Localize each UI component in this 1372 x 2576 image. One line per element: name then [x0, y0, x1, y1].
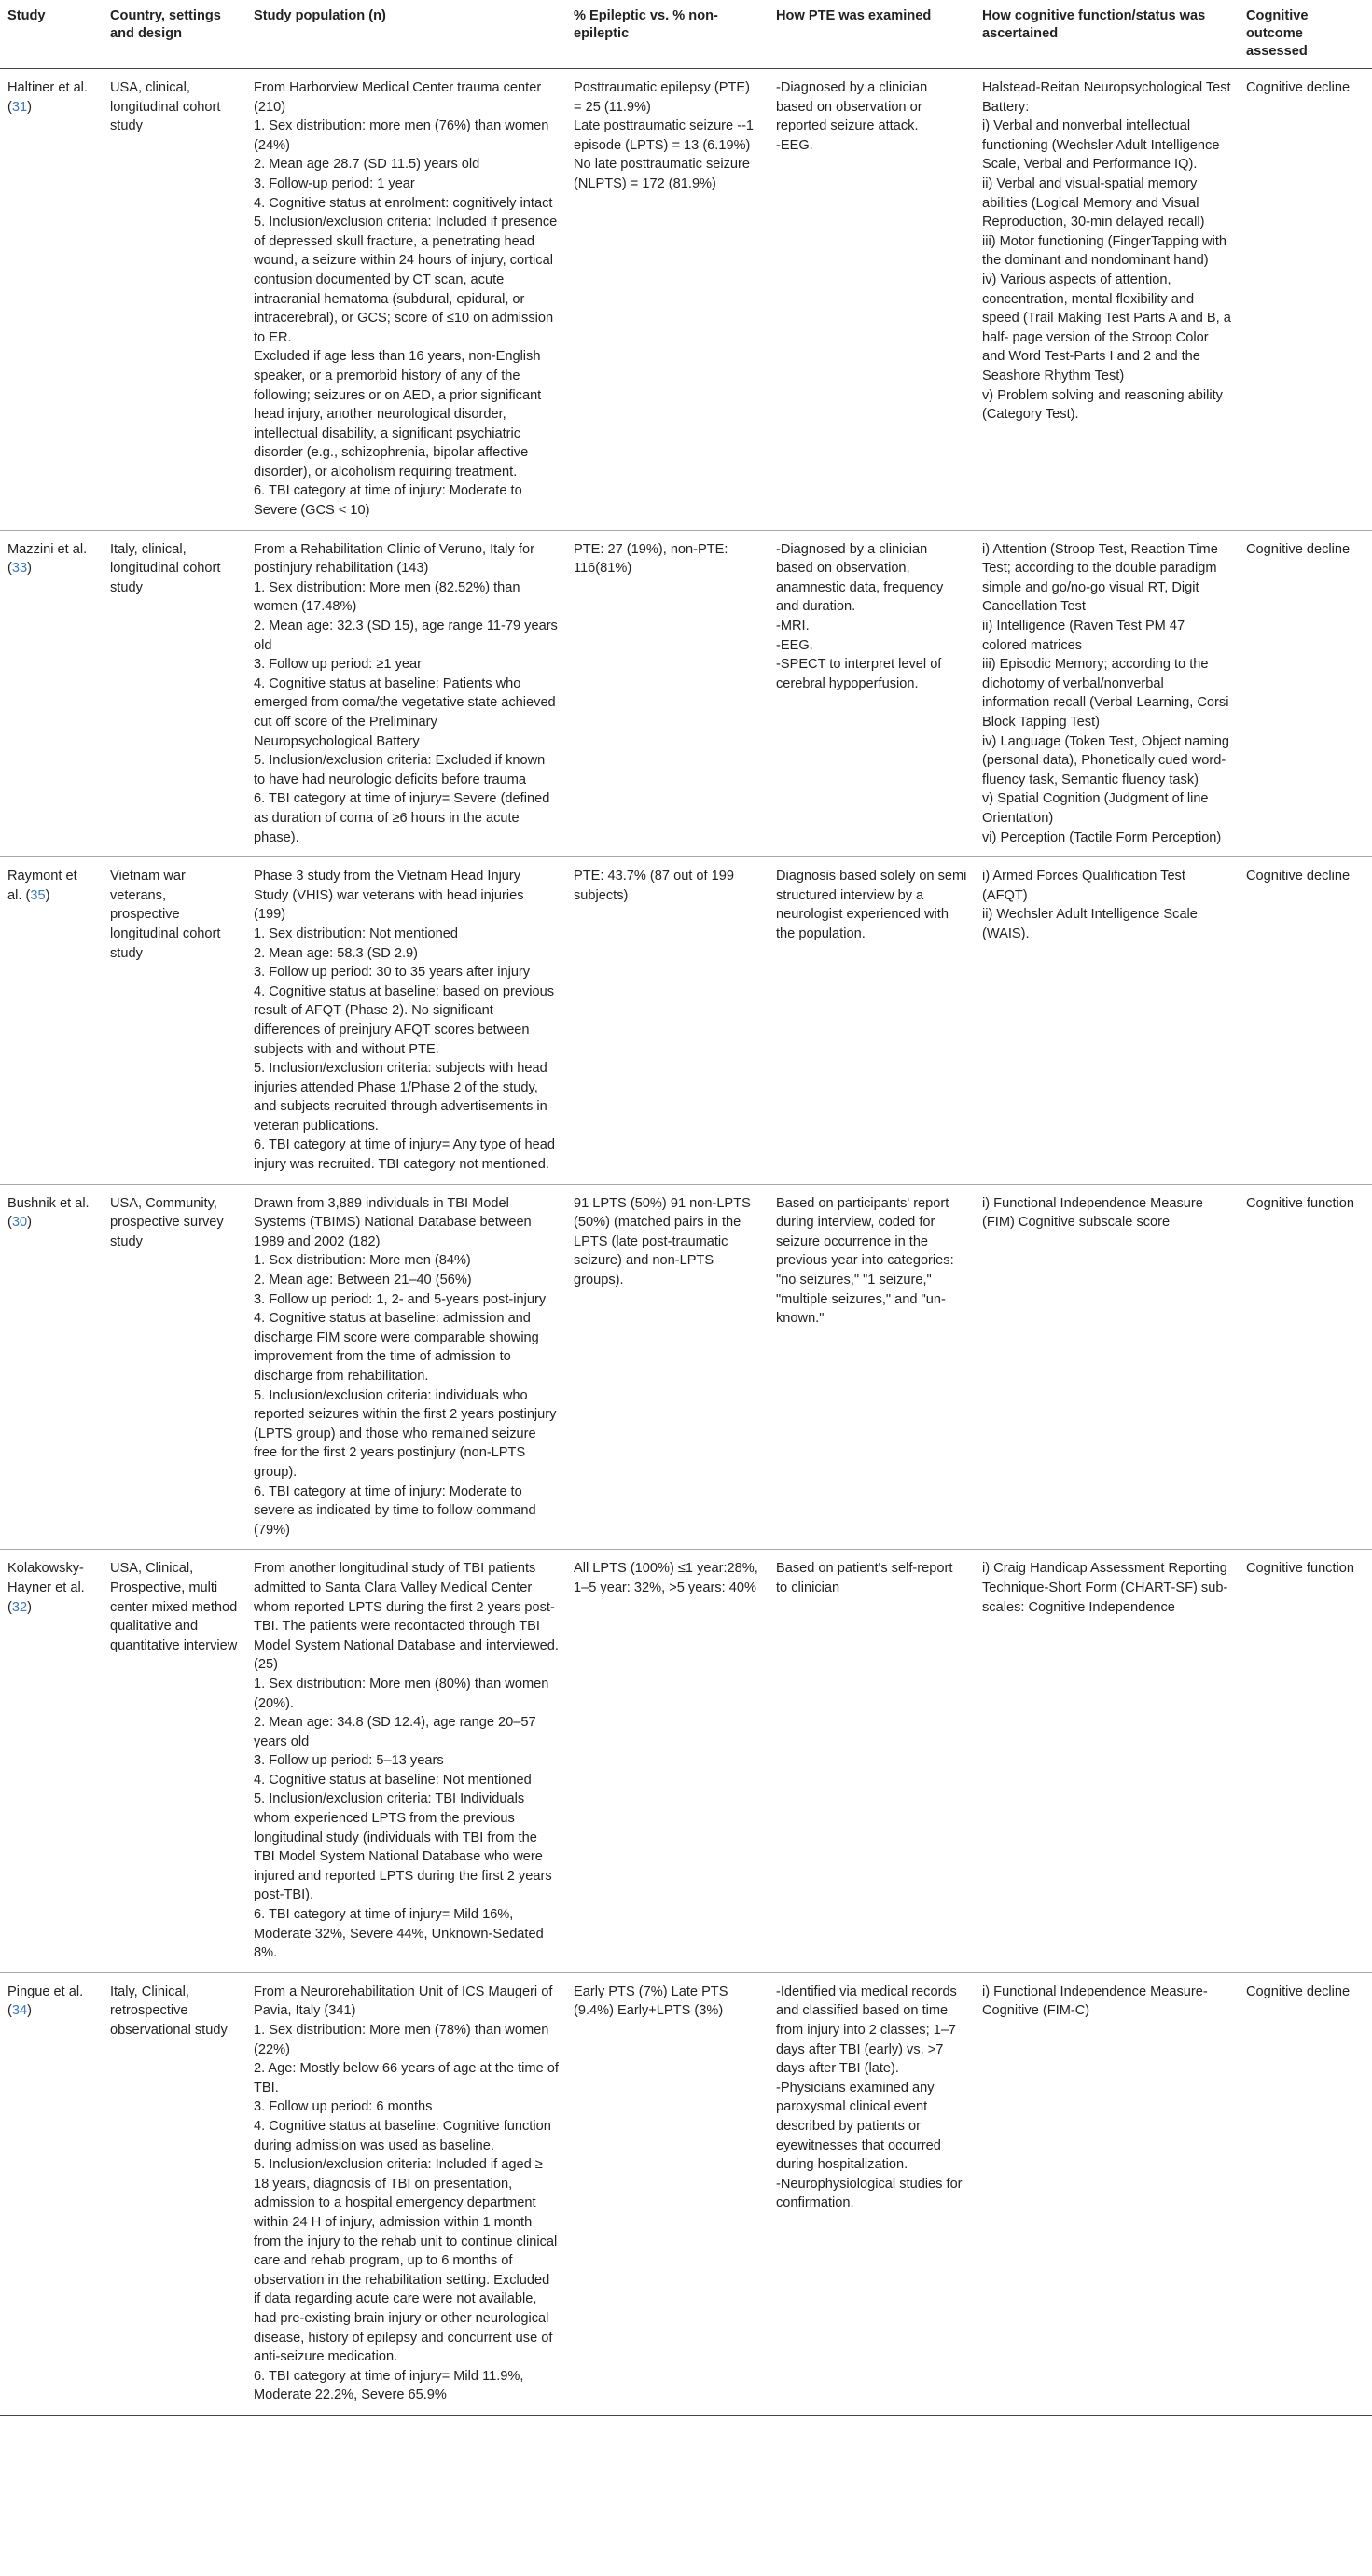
cell-pte-exam: -Identified via medical records and classified based on time from injury into 2 classes; 1–7 days after TBI (early) vs. >7 days after TBI (late). -Physicians examined any paroxysmal clinical event described by patients or eyewitnesses that occurred during hospitalization. -Neurophysiological studies for confirmation. — [769, 1972, 975, 2415]
cell-outcome: Cognitive decline — [1239, 857, 1372, 1185]
cell-country: USA, Clinical, Prospective, multi center mixed method qualitative and quantitative interview — [103, 1550, 246, 1972]
table-row — [0, 1184, 1372, 1550]
cell-cognitive: i) Craig Handicap Assessment Reporting Technique-Short Form (CHART-SF) sub-scales: Cognitive Independence — [975, 1550, 1239, 1972]
cell-epileptic: PTE: 27 (19%), non-PTE: 116(81%) — [566, 530, 769, 857]
cell-population: From a Neurorehabilitation Unit of ICS Maugeri of Pavia, Italy (341) 1. Sex distribution: More men (78%) than women (22%) 2. Age: Mostly below 66 years of age at the time of TBI. 3. Follow up period: 6 months 4. Cognitive status at baseline: Cognitive function during admission was used as baseline. 5. Inclusion/exclusion criteria: Included if aged ≥ 18 years, diagnosis of TBI on presentation, admission to a hospital emergency department within 24 H of injury, admission within 1 month from the injury to the rehab unit to continue clinical care and rehab program, up to 6 months of observation in the rehabilitation setting. Excluded if data regarding acute care were not available, had pre-existing brain injury or other neurological disease, history of epilepsy and concurrent use of anti-seizure medication. 6. TBI category at time of injury= Mild 11.9%, Moderate 22.2%, Severe 65.9% — [246, 1972, 566, 2415]
cell-country: Italy, clinical, longitudinal cohort study — [103, 530, 246, 857]
cell-cognitive: i) Functional Independence Measure-Cognitive (FIM-C) — [975, 1972, 1239, 2415]
cell-pte-exam: Diagnosis based solely on semi structured interview by a neurologist experienced with the population. — [769, 857, 975, 1185]
cell-study: Bushnik et al. (30) — [0, 1184, 103, 1550]
cell-country: USA, clinical, longitudinal cohort study — [103, 69, 246, 531]
table-body — [0, 69, 1372, 2416]
cell-cognitive: Halstead-Reitan Neuropsychological Test Battery: i) Verbal and nonverbal intellectual functioning (Wechsler Adult Intelligence Scale, Verbal and Performance IQ). ii) Verbal and visual-spatial memory abilities (Logical Memory and Visual Reproduction, 30-min delayed recall) iii) Motor functioning (FingerTapping with the dominant and nondominant hand) iv) Various aspects of attention, concentration, mental flexibility and speed (Trail Making Test Parts A and B, a half- page version of the Stroop Color and Word Test-Parts I and 2 and the Seashore Rhythm Test) v) Problem solving and reasoning ability (Category Test). — [975, 69, 1239, 531]
cell-epileptic: 91 LPTS (50%) 91 non-LPTS (50%) (matched pairs in the LPTS (late post-traumatic seizure) and non-LPTS groups). — [566, 1184, 769, 1550]
cell-epileptic: Early PTS (7%) Late PTS (9.4%) Early+LPTS (3%) — [566, 1972, 769, 2415]
header-cognitive: How cognitive function/status was ascertained — [975, 0, 1239, 69]
cell-study: Haltiner et al. (31) — [0, 69, 103, 531]
cell-pte-exam: Based on participants' report during interview, coded for seizure occurrence in the previous year into categories: "no seizures," "1 seizure," "multiple seizures," and "un-known." — [769, 1184, 975, 1550]
cell-cognitive: i) Attention (Stroop Test, Reaction Time Test; according to the double paradigm simple and go/no-go visual RT, Digit Cancellation Test ii) Intelligence (Raven Test PM 47 colored matrices iii) Episodic Memory; according to the dichotomy of verbal/nonverbal information recall (Verbal Learning, Corsi Block Tapping Test) iv) Language (Token Test, Object naming (personal data), Phonetically cued word-fluency task, Semantic fluency task) v) Spatial Cognition (Judgment of line Orientation) vi) Perception (Tactile Form Perception) — [975, 530, 1239, 857]
reference-link[interactable]: 33 — [11, 561, 28, 577]
cell-study: Kolakowsky-Hayner et al. (32) — [0, 1550, 103, 1972]
cell-population: From another longitudinal study of TBI patients admitted to Santa Clara Valley Medical Center whom reported LPTS during the first 2 years post-TBI. The patients were recontacted through TBI Model System National Database and interviewed. (25) 1. Sex distribution: More men (80%) than women (20%). 2. Mean age: 34.8 (SD 12.4), age range 20–57 years old 3. Follow up period: 5–13 years 4. Cognitive status at baseline: Not mentioned 5. Inclusion/exclusion criteria: TBI Individuals whom experienced LPTS from the previous longitudinal study (individuals with TBI from the TBI Model System National Database who were injured and reported LPTS during the first 2 years post-TBI). 6. TBI category at time of injury= Mild 16%, Moderate 32%, Severe 44%, Unknown-Sedated 8%. — [246, 1550, 566, 1972]
table-row — [0, 69, 1372, 531]
cell-pte-exam: Based on patient's self-report to clinician — [769, 1550, 975, 1972]
cell-outcome: Cognitive decline — [1239, 1972, 1372, 2415]
cell-epileptic: Posttraumatic epilepsy (PTE) = 25 (11.9%) Late posttraumatic seizure --1 episode (LPTS) = 13 (6.19%) No late posttraumatic seizure (NLPTS) = 172 (81.9%) — [566, 69, 769, 531]
reference-link[interactable]: 34 — [11, 2003, 28, 2019]
cell-country: Vietnam war veterans, prospective longitudinal cohort study — [103, 857, 246, 1185]
study-name: Pingue et al. — [7, 1984, 84, 1999]
cell-country: USA, Community, prospective survey study — [103, 1184, 246, 1550]
cell-outcome: Cognitive decline — [1239, 69, 1372, 531]
study-name: Haltiner et al. — [7, 80, 88, 95]
table-header — [0, 0, 1372, 69]
cell-cognitive: i) Armed Forces Qualification Test (AFQT) ii) Wechsler Adult Intelligence Scale (WAIS). — [975, 857, 1239, 1185]
cell-epileptic: All LPTS (100%) ≤1 year:28%, 1–5 year: 32%, >5 years: 40% — [566, 1550, 769, 1972]
cell-epileptic: PTE: 43.7% (87 out of 199 subjects) — [566, 857, 769, 1185]
cell-study: Raymont et al. (35) — [0, 857, 103, 1185]
reference-link[interactable]: 32 — [11, 1599, 28, 1615]
table-row — [0, 857, 1372, 1185]
table-row — [0, 1972, 1372, 2415]
study-name: Kolakowsky-Hayner et al. — [7, 1561, 85, 1595]
cell-population: From Harborview Medical Center trauma center (210) 1. Sex distribution: more men (76%) than women (24%) 2. Mean age 28.7 (SD 11.5) years old 3. Follow-up period: 1 year 4. Cognitive status at enrolment: cognitively intact 5. Inclusion/exclusion criteria: Included if presence of depressed skull fracture, a penetrating head wound, a seizure within 24 hours of injury, cortical contusion documented by CT scan, acute intracranial hematoma (subdural, epidural, or intracerebral), or GCS; score of ≤10 on admission to ER. Excluded if age less than 16 years, non-English speaker, or a premorbid history of any of the following; seizures or on AED, a prior significant head injury, another neurological disorder, intellectual disability, a significant psychiatric disorder (e.g., schizophrenia, bipolar affective disorder), or alcoholism requiring treatment. 6. TBI category at time of injury: Moderate to Severe (GCS < 10) — [246, 69, 566, 531]
study-name: Raymont et al. — [7, 869, 81, 903]
cell-population: Drawn from 3,889 individuals in TBI Model Systems (TBIMS) National Database between 1989 and 2002 (182) 1. Sex distribution: More men (84%) 2. Mean age: Between 21–40 (56%) 3. Follow up period: 1, 2- and 5-years post-injury 4. Cognitive status at baseline: admission and discharge FIM score were comparable showing improvement from the time of admission to discharge from rehabilitation. 5. Inclusion/exclusion criteria: individuals who reported seizures within the first 2 years postinjury (LPTS group) and those who remained seizure free for the first 2 years postinjury (non-LPTS group). 6. TBI category at time of injury: Moderate to severe as indicated by time to follow command (79%) — [246, 1184, 566, 1550]
reference-link[interactable]: 35 — [30, 887, 46, 903]
cell-pte-exam: -Diagnosed by a clinician based on observation or reported seizure attack. -EEG. — [769, 69, 975, 531]
header-population: Study population (n) — [246, 0, 566, 69]
study-name: Bushnik et al. — [7, 1195, 90, 1211]
header-epileptic: % Epileptic vs. % non-epileptic — [566, 0, 769, 69]
header-study: Study — [0, 0, 103, 69]
cell-study: Pingue et al. (34) — [0, 1972, 103, 2415]
table-row — [0, 530, 1372, 857]
header-pte-exam: How PTE was examined — [769, 0, 975, 69]
reference-link[interactable]: 30 — [11, 1215, 28, 1231]
table-row — [0, 1550, 1372, 1972]
header-outcome: Cognitive outcome assessed — [1239, 0, 1372, 69]
header-country: Country, settings and design — [103, 0, 246, 69]
cell-outcome: Cognitive function — [1239, 1550, 1372, 1972]
cell-outcome: Cognitive function — [1239, 1184, 1372, 1550]
header-row — [0, 0, 1372, 69]
cell-outcome: Cognitive decline — [1239, 530, 1372, 857]
cell-population: From a Rehabilitation Clinic of Veruno, Italy for postinjury rehabilitation (143) 1. Sex distribution: More men (82.52%) than women (17.48%) 2. Mean age: 32.3 (SD 15), age range 11-79 years old 3. Follow up period: ≥1 year 4. Cognitive status at baseline: Patients who emerged from coma/the vegetative state achieved cut off score of the Preliminary Neuropsychological Battery 5. Inclusion/exclusion criteria: Excluded if known to have had neurologic deficits before trauma 6. TBI category at time of injury= Severe (defined as duration of coma of ≥6 hours in the acute phase). — [246, 530, 566, 857]
cell-population: Phase 3 study from the Vietnam Head Injury Study (VHIS) war veterans with head injuries (199) 1. Sex distribution: Not mentioned 2. Mean age: 58.3 (SD 2.9) 3. Follow up period: 30 to 35 years after injury 4. Cognitive status at baseline: based on previous result of AFQT (Phase 2). No significant differences of preinjury AFQT scores between subjects with and without PTE. 5. Inclusion/exclusion criteria: subjects with head injuries attended Phase 1/Phase 2 of the study, and subjects recruited through advertisements in veteran publications. 6. TBI category at time of injury= Any type of head injury was recruited. TBI category not mentioned. — [246, 857, 566, 1185]
study-name: Mazzini et al. — [7, 541, 88, 557]
cell-study: Mazzini et al. (33) — [0, 530, 103, 857]
cell-country: Italy, Clinical, retrospective observational study — [103, 1972, 246, 2415]
cell-cognitive: i) Functional Independence Measure (FIM) Cognitive subscale score — [975, 1184, 1239, 1550]
cell-pte-exam: -Diagnosed by a clinician based on observation, anamnestic data, frequency and duration. -MRI. -EEG. -SPECT to interpret level of cerebral hypoperfusion. — [769, 530, 975, 857]
reference-link[interactable]: 31 — [11, 99, 28, 115]
